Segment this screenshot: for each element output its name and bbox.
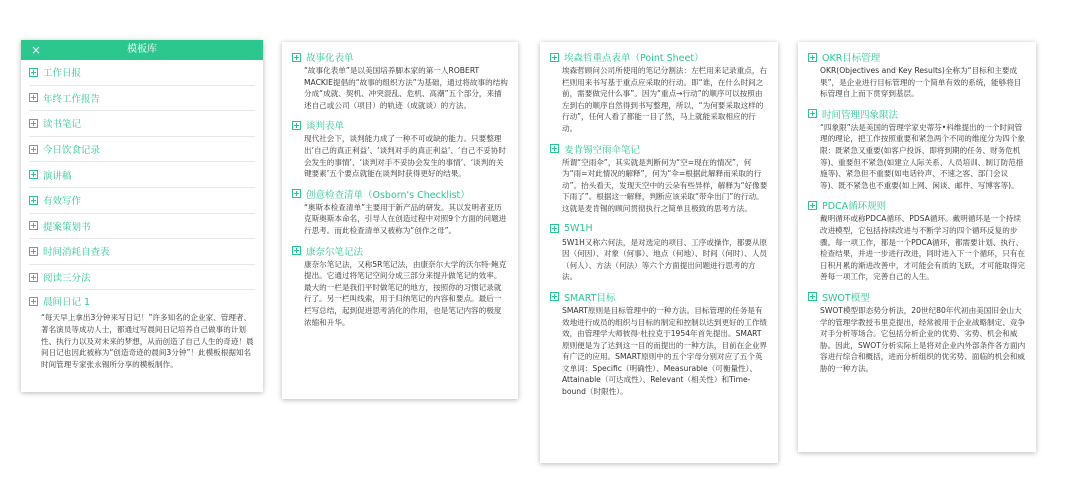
template-list — [21, 60, 263, 312]
section-title-text: SMART目标 — [564, 292, 616, 304]
template-section — [550, 222, 768, 283]
template-detail-panel — [540, 42, 778, 463]
template-item-label: 演讲稿 — [43, 170, 72, 182]
template-item-label: 阅读三分法 — [43, 273, 91, 285]
template-item-time-audit[interactable] — [29, 239, 255, 265]
template-item-morning-diary[interactable] — [29, 290, 255, 312]
template-section-title[interactable] — [808, 50, 1026, 64]
template-section-desc: 所谓“空雨伞”，其实就是判断何为“空=现在的情况”，何为“雨=对此情况的解释”，何为“伞=根据此解释而采取的行动”。抬头看天，发现天空中的云朵有些异样，解释为“好像要下雨了”。根据这一解释，判断应该采取“带伞出门”的行动。这就是麦肯锡的顾问贯彻执行之简单且极致的思考方法。 — [562, 157, 768, 213]
plus-square-icon — [550, 144, 559, 153]
template-item-label: 提案策划书 — [43, 221, 91, 233]
template-section-title[interactable] — [808, 198, 1026, 212]
template-item-label: 工作日报 — [43, 68, 82, 80]
plus-square-icon — [808, 109, 817, 118]
template-item-label: 读书笔记 — [43, 119, 82, 131]
template-item-speech[interactable] — [29, 162, 255, 188]
template-item-label: 今日饮食记录 — [43, 145, 101, 157]
template-item-effective-writing[interactable] — [29, 188, 255, 214]
plus-square-icon — [29, 196, 38, 205]
section-title-text: 康奈尔笔记法 — [306, 246, 364, 258]
template-section — [808, 290, 1026, 375]
template-section-desc: “奥斯本检查清单”主要用于新产品的研发。其以发明者亚历克斯奥斯本命名，引导人在创造过程中对照9个方面的问题进行思考。而此检查清单又被称为“创作之母”。 — [304, 202, 507, 235]
plus-square-icon — [29, 119, 38, 128]
plus-square-icon — [29, 93, 38, 102]
plus-square-icon — [550, 292, 559, 301]
template-item-reading-notes[interactable] — [29, 111, 255, 137]
section-title-text: 故事化表单 — [306, 53, 354, 64]
template-section-desc: 戴明循环或称PDCA循环、PDSA循环。戴明循环是一个持续改进模型，它包括持续改进与不断学习的四个循环反复的步骤。每一项工作，都是一个PDCA循环，都需要计划、执行、检查结果，并进一步进行改进，同时进入下一个循环，只有在日积月累的渐进改善中，才可能会有质的飞跃，才可能取得完善每一项工作，完善自己的人生。 — [820, 214, 1026, 282]
plus-square-icon — [808, 292, 817, 301]
plus-square-icon — [29, 221, 38, 230]
template-item-label: 时间消耗自查表 — [43, 247, 110, 259]
section-title-text: PDCA循环规则 — [822, 201, 887, 213]
template-section-desc: 5W1H又称六何法，是对选定的项目、工序或操作，都要从原因（何因）、对象（何事）、地点（何地）、时间（何时）、人员（何人）、方法（何法）等六个方面提出问题进行思考的方法。 — [562, 237, 768, 282]
section-title-text: 埃森哲重点表单（Point Sheet） — [564, 53, 704, 64]
section-title-text: SWOT模型 — [822, 292, 870, 304]
plus-square-icon — [808, 201, 817, 210]
template-item-diet-record[interactable] — [29, 137, 255, 163]
template-item-annual-report[interactable] — [29, 86, 255, 112]
plus-square-icon — [29, 273, 38, 282]
template-section-desc: SMART原则是目标管理中的一种方法。目标管理的任务是有效地进行成员的组织与目标的制定和控制以达到更好的工作绩效，由管理学大师彼得·杜拉克于1954年首先提出。SMART原则便是为了达到这一目的而提出的一种方法，目前在企业界有广泛的应用。SMART原则中的五个字母分别对应了五个英文单词：Specific（明确性）、Measurable（可衡量性）、Attainable（可达成性）、Relevant（相关性）和Time-bound（时限性）。 — [562, 305, 768, 397]
plus-square-icon — [550, 53, 559, 62]
plus-square-icon — [292, 53, 301, 62]
template-item-proposal[interactable] — [29, 214, 255, 240]
template-section — [550, 290, 768, 398]
close-icon[interactable]: × — [31, 43, 42, 57]
plus-square-icon — [29, 247, 38, 256]
template-section — [808, 107, 1026, 192]
template-section-title[interactable] — [808, 290, 1026, 304]
template-section-desc: OKR(Objectives and Key Results)全称为“目标和主要成果”，是企业进行目标管理的一个简单有效的系统，能够将目标管理自上而下贯穿到基层。 — [820, 66, 1022, 99]
template-section-title[interactable] — [292, 118, 508, 132]
section-title-text: 创意检查清单（Osborn's Checklist） — [306, 189, 470, 201]
template-section — [292, 244, 508, 329]
template-item-label: 晨间日记 1 — [43, 297, 91, 309]
section-title-text: 5W1H — [564, 223, 593, 235]
template-section-title[interactable] — [808, 107, 1026, 121]
plus-square-icon — [292, 246, 301, 255]
template-section-desc: “故事化表单”是以美国培养脚本家的第一人ROBERT MACKIE提倡的“故事的组织方法”为基础，通过将故事的结构分成“成就、契机、冲突混乱、危机、高潮”五个部分，来描述自己或公司（项目）的轨迹（成就谈）的方法。 — [304, 66, 508, 110]
plus-square-icon — [550, 224, 559, 233]
section-title-text: 麦肯锡空雨伞笔记 — [564, 144, 641, 156]
template-section-title[interactable] — [550, 142, 768, 156]
template-item-label: 年终工作报告 — [43, 93, 101, 105]
template-section-title[interactable] — [292, 244, 508, 258]
plus-square-icon — [292, 121, 301, 130]
template-item-daily-report[interactable] — [29, 60, 255, 86]
section-title-text: 谈判表单 — [306, 121, 345, 133]
section-title-text: 时间管理四象限法 — [822, 109, 899, 121]
template-section-title[interactable] — [292, 187, 508, 201]
template-description: “每天早上拿出3分钟来写日记！”许多知名的企业家、管理者、著名演员等成功人士，都通过写晨间日记培养自己做事的计划性、执行力以及对未来的梦想，从而创造了自己人生的奇迹！晨间日记也因此被称为“创造奇迹的晨间3分钟”！此模板根据知名时间管理专家张永锡所分享的模板制作。 — [41, 313, 254, 369]
template-section-desc: 康奈尔笔记法，又称5R笔记法，由康奈尔大学的沃尔特·鲍克提出。它通过将笔记空间分成三部分来提升做笔记的效率。最大的一栏是我们平时做笔记的地方，按照你的习惯记录就行了。另一栏叫线索，用于归纳笔记的内容和要点。最后一栏写总结，起到促进思考消化的作用，也是笔记内容的极度浓缩和升华。 — [304, 259, 507, 327]
plus-square-icon — [29, 297, 38, 306]
template-section — [292, 50, 508, 111]
template-section-desc: SWOT模型即态势分析法，20世纪80年代初由美国旧金山大学的管理学教授韦里克提出，经常被用于企业战略制定、竞争对手分析等场合。它包括分析企业的优势、劣势、机会和威胁。因此，SWOT分析实际上是将对企业内外部条件各方面内容进行综合和概括，进而分析组织的优劣势、面临的机会和威胁的一种方法。 — [820, 305, 1026, 373]
template-section — [808, 50, 1026, 100]
template-section-title[interactable] — [292, 50, 508, 64]
template-section-title[interactable] — [550, 290, 768, 304]
template-section — [292, 187, 508, 237]
template-section-title[interactable] — [550, 222, 768, 236]
template-section-desc: 埃森哲顾问公司所使用的笔记分割法：左栏用来记录重点，右栏则用来书写基于重点应采取的行动。即“谁，在什么时间之前，需要做完什么事”。因为“重点→行动”的顺序可以按照由左到右的顺序自然得到书写整理，所以，“为何要采取这样的行动”，任何人看了都能一目了然，马上就能采取相应的行动。 — [562, 66, 768, 133]
template-section — [808, 198, 1026, 283]
section-title-text: OKR目标管理 — [822, 53, 881, 64]
template-section — [292, 118, 508, 179]
template-section-desc: “四象限”法是美国的管理学家史蒂芬•科维提出的一个时间管理的理论，把工作按照重要和紧急两个不同的维度分为四个象限：既紧急又重要(如客户投诉、即将到期的任务、财务危机等)、重要但不紧急(如建立人际关系、人员培训、制订防范措施等)、紧急但不重要(如电话铃声、不速之客、部门会议等)、既不紧急也不重要(如上网、闲谈、邮件、写博客等)。 — [820, 122, 1026, 190]
plus-square-icon — [29, 170, 38, 179]
template-section-title[interactable] — [550, 50, 768, 64]
template-section — [550, 142, 768, 215]
panel-header — [21, 40, 263, 60]
plus-square-icon — [29, 145, 38, 154]
template-section-desc: 现代社会下，谈判能力成了一种不可或缺的能力。只要整理出‘自己的真正利益’、‘谈判对手的真正利益’、‘自己不妥协时会发生的事情’、‘谈判对手不妥协会发生的事情’、‘谈判的关键要素’五个要点就能在谈判时获得更好的结果。 — [304, 134, 506, 179]
template-item-reading-method[interactable] — [29, 265, 255, 291]
plus-square-icon — [808, 53, 817, 62]
template-section — [550, 50, 768, 135]
template-library-panel — [21, 40, 263, 392]
plus-square-icon — [292, 189, 301, 198]
panel-title: 模板库 — [127, 44, 157, 55]
plus-square-icon — [29, 68, 38, 77]
template-detail-panel — [282, 42, 518, 399]
template-detail-panel — [798, 42, 1036, 452]
template-item-label: 有效写作 — [43, 196, 82, 208]
